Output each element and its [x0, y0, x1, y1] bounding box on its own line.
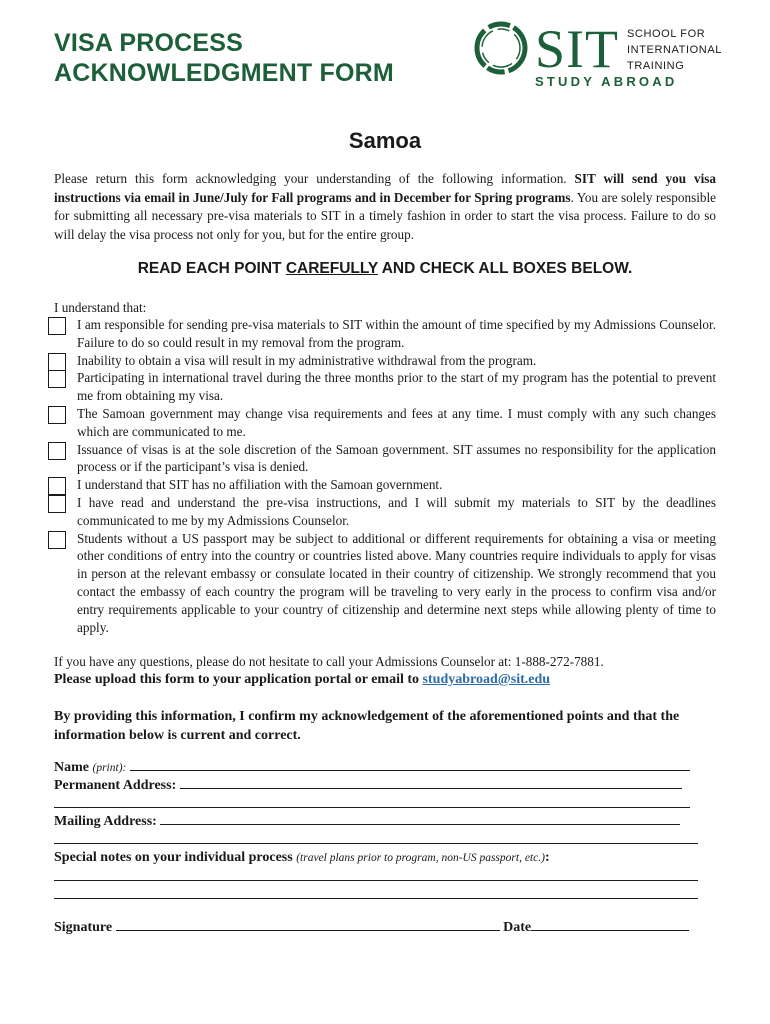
- logo-school-name: [627, 26, 722, 74]
- intro-paragraph: [54, 170, 716, 244]
- special-notes-field: [54, 850, 704, 866]
- checklist-item: [48, 494, 716, 530]
- name-hint: (print):: [92, 762, 127, 774]
- checklist-item: [48, 405, 716, 441]
- special-notes-line-2[interactable]: [54, 898, 698, 899]
- form-title-line2: ACKNOWLEDGMENT FORM: [54, 59, 394, 87]
- special-notes-colon: :: [544, 850, 550, 865]
- checklist-item-text: I have read and understand the pre-visa instructions, and I will submit my materials to SIT by the deadlines communicated to me by my Admissions Counselor.: [77, 494, 716, 528]
- country-title: Samoa: [348, 128, 422, 153]
- acknowledgement-checklist: [48, 316, 716, 636]
- special-notes-hint: (travel plans prior to program, non-US passport, etc.): [296, 852, 545, 864]
- upload-text: Please upload this form to your application portal or email to: [54, 672, 423, 687]
- section-heading-underlined: CAREFULLY: [285, 260, 378, 277]
- name-input-line[interactable]: [130, 760, 690, 771]
- section-heading-after: AND CHECK ALL BOXES BELOW.: [377, 260, 633, 277]
- logo-ring-icon: [473, 20, 529, 76]
- checklist-item-text: Students without a US passport may be subject to additional or different requirements for obtaining a visa or meeting other conditions of entry into the country or countries listed above. Many countries require individuals to apply for visas in person at the relevant embassy or consulate located in their country of citizenship. We strongly recommend that you contact the embassy of each country the program will be traveling to very early in the process to confirm visa and/or entry requirements applicable to your country of citizenship and determine next steps while allowing plenty of time to apply.: [77, 530, 716, 635]
- signature-input-line[interactable]: [116, 920, 500, 931]
- understand-label: I understand that:: [54, 300, 147, 315]
- confirmation-statement: By providing this information, I confirm my acknowledgement of the aforementioned points and that the information below is current and correct.: [54, 709, 680, 743]
- intro-text-2: . You are solely responsible for submitting all necessary pre-visa materials to SIT in a timely fashion in order to start the visa process. Failure to do so will delay the visa process not only for you, but for the entire group.: [54, 189, 716, 242]
- checklist-item: [48, 441, 716, 477]
- checklist-item-text: Participating in international travel during the three months prior to the start of my program has the potential to prevent me from obtaining my visa.: [77, 370, 716, 404]
- email-link[interactable]: studyabroad@sit.edu: [422, 672, 551, 687]
- checkbox[interactable]: [48, 370, 66, 388]
- date-input-line[interactable]: [531, 920, 689, 931]
- checklist-item: [48, 530, 716, 637]
- intro-text-bold: SIT will send you visa instructions via email in June/July for Fall programs and in December for Spring programs: [54, 171, 716, 205]
- logo-school-line2: INTERNATIONAL: [627, 44, 722, 56]
- checkbox[interactable]: [48, 353, 66, 371]
- logo-school-line1: SCHOOL FOR: [627, 28, 706, 40]
- name-label: Name: [54, 760, 89, 775]
- checklist-item-text: I understand that SIT has no affiliation with the Samoan government.: [77, 477, 443, 493]
- checklist-item: [48, 476, 716, 494]
- permanent-address-field: [54, 778, 704, 794]
- upload-instructions: [54, 672, 550, 688]
- special-notes-line-1[interactable]: [54, 880, 698, 881]
- checkbox[interactable]: [48, 442, 66, 460]
- sit-logo: [471, 16, 731, 94]
- special-notes-label: Special notes on your individual process: [54, 850, 293, 865]
- checklist-item-text: The Samoan government may change visa requirements and fees at any time. I must comply with any such changes which are communicated to me.: [77, 405, 716, 439]
- permanent-address-label: Permanent Address:: [54, 778, 177, 793]
- signature-label: Signature: [54, 920, 113, 935]
- logo-brand: SIT: [535, 19, 619, 79]
- section-heading-before: READ EACH POINT: [137, 260, 286, 277]
- mailing-address-line-2[interactable]: [54, 843, 698, 844]
- logo-subtitle: STUDY ABROAD: [535, 74, 678, 89]
- checklist-item-text: I am responsible for sending pre-visa materials to SIT within the amount of time specified by my Admissions Counselor. Failure to do so could result in my removal from the program.: [77, 317, 716, 350]
- signature-field: [54, 920, 714, 936]
- checklist-item-text: Issuance of visas is at the sole discretion of the Samoan government. SIT assumes no responsibility for the application process or if the participant’s visa is denied.: [77, 441, 716, 475]
- mailing-address-input-line[interactable]: [160, 814, 680, 825]
- mailing-address-field: [54, 814, 704, 830]
- date-label: Date: [503, 920, 532, 935]
- form-title: [54, 28, 394, 88]
- checklist-item: [48, 369, 716, 405]
- checklist-item-text: Inability to obtain a visa will result in my administrative withdrawal from the program.: [77, 352, 537, 368]
- checkbox[interactable]: [48, 406, 66, 424]
- checkbox[interactable]: [48, 531, 66, 549]
- intro-text-1: Please return this form acknowledging your understanding of the following information.: [54, 171, 575, 186]
- permanent-address-line-2[interactable]: [54, 807, 690, 808]
- form-title-line1: VISA PROCESS: [54, 29, 244, 57]
- checkbox[interactable]: [48, 495, 66, 513]
- checklist-item: [48, 316, 716, 352]
- checklist-item: [48, 352, 716, 370]
- checkbox[interactable]: [48, 477, 66, 495]
- section-heading: [0, 260, 770, 278]
- logo-school-line3: TRAINING: [627, 60, 685, 72]
- mailing-address-label: Mailing Address:: [54, 814, 157, 829]
- questions-note: If you have any questions, please do not hesitate to call your Admissions Counselor at: 1-888-272-7881.: [54, 654, 604, 669]
- checkbox[interactable]: [48, 317, 66, 335]
- name-field: [54, 760, 704, 776]
- permanent-address-input-line[interactable]: [180, 778, 682, 789]
